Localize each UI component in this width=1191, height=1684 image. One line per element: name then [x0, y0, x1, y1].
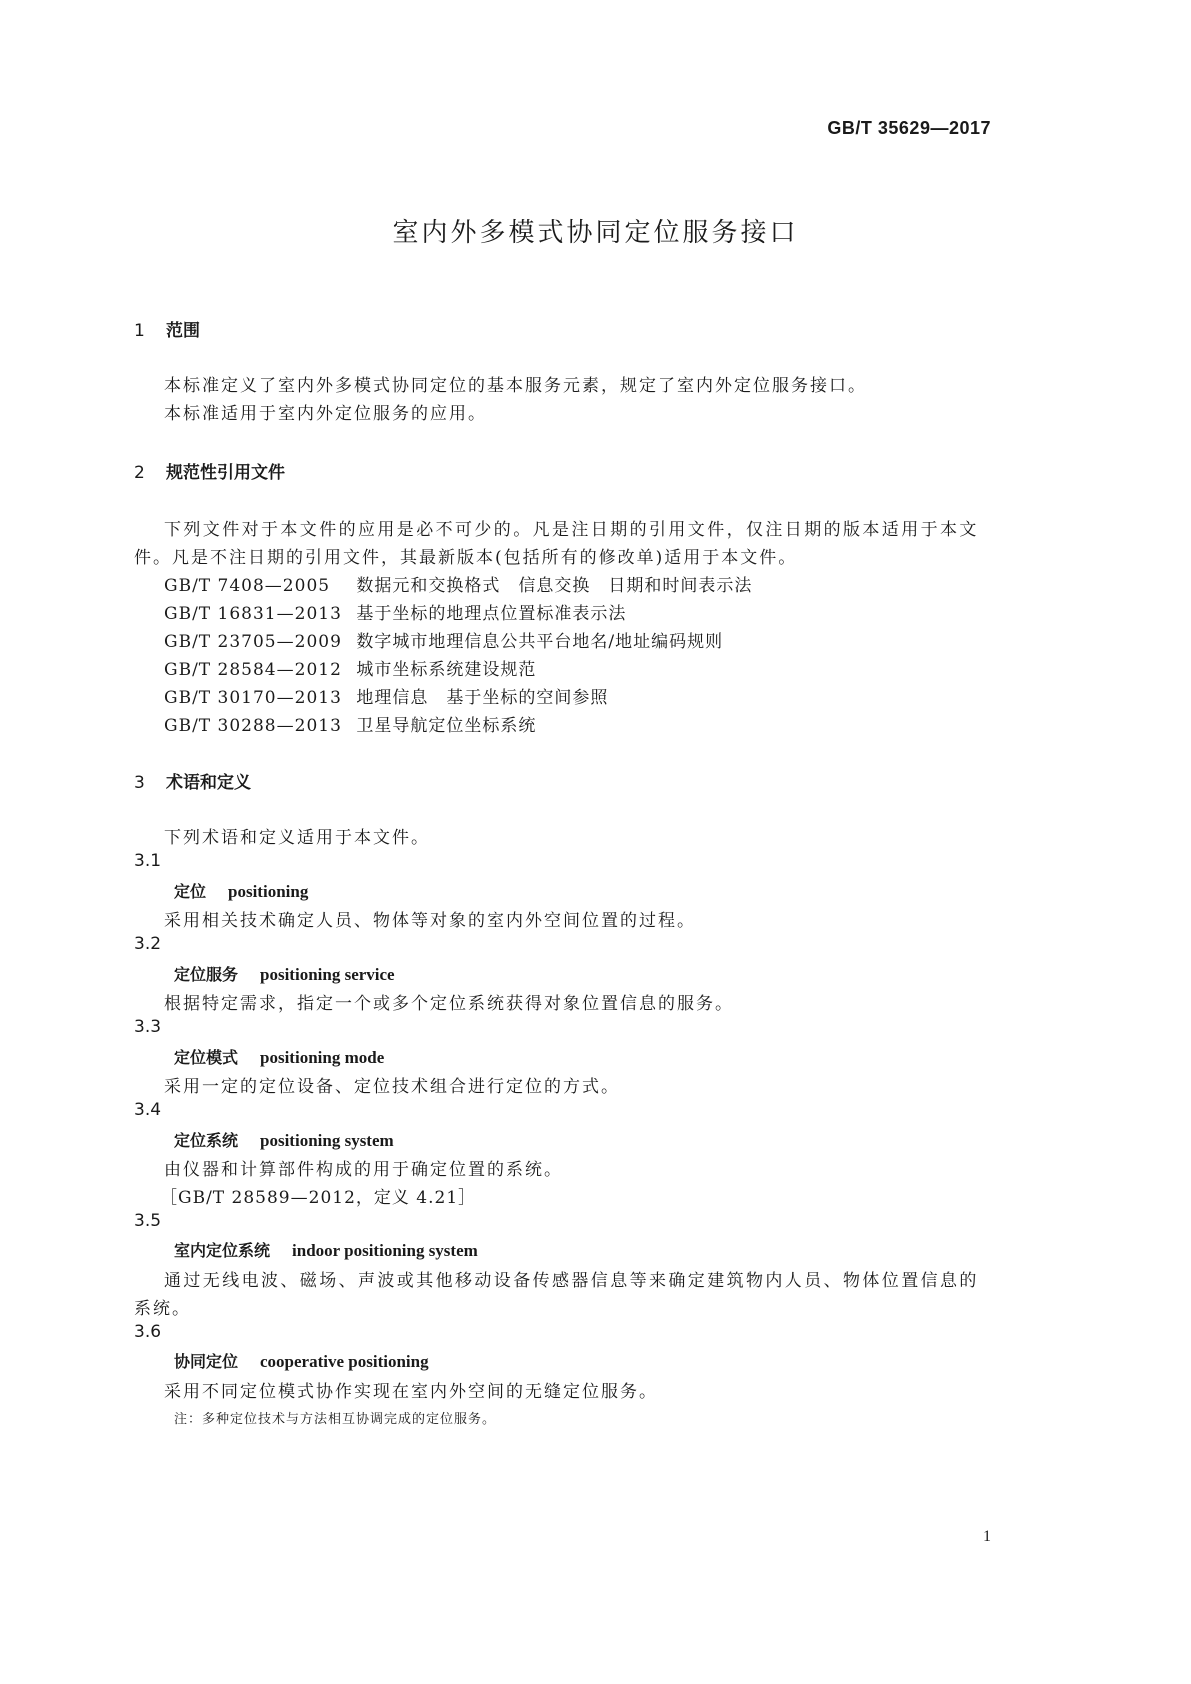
- section-1-heading: [134, 316, 200, 341]
- term-definition: 通过无线电波、磁场、声波或其他移动设备传感器信息等来确定建筑物内人员、物体位置信息的: [164, 1271, 979, 1291]
- reference-code: GB/T 23705—2009: [164, 632, 342, 652]
- term-zh: 定位模式: [174, 1048, 239, 1067]
- term-heading: [174, 1045, 384, 1068]
- term-zh: 定位服务: [174, 965, 239, 984]
- term-en: cooperative positioning: [260, 1352, 429, 1371]
- paragraph: 下列文件对于本文件的应用是必不可少的。凡是注日期的引用文件，仅注日期的版本适用于本文: [164, 520, 979, 540]
- term-number: 3.6: [134, 1322, 162, 1342]
- term-definition: 采用相关技术确定人员、物体等对象的室内外空间位置的过程。: [164, 911, 696, 931]
- term-en: positioning: [228, 882, 309, 901]
- term-zh: 协同定位: [174, 1352, 239, 1371]
- reference-title: 卫星导航定位坐标系统: [356, 716, 537, 736]
- page-number: 1: [983, 1528, 991, 1545]
- term-number: 3.4: [134, 1100, 162, 1120]
- term-definition: 采用一定的定位设备、定位技术组合进行定位的方式。: [164, 1077, 620, 1097]
- section-title: 规范性引用文件: [166, 463, 285, 483]
- term-en: positioning system: [260, 1131, 394, 1150]
- term-heading: [174, 1238, 478, 1261]
- term-number: 3.2: [134, 934, 162, 954]
- standard-number: GB/T 35629—2017: [827, 118, 991, 138]
- term-note: 注：多种定位技术与方法相互协调完成的定位服务。: [174, 1412, 497, 1427]
- reference-title: 基于坐标的地理点位置标准表示法: [356, 604, 627, 624]
- term-definition: 采用不同定位模式协作实现在室内外空间的无缝定位服务。: [164, 1382, 658, 1402]
- reference-item: [164, 599, 626, 624]
- reference-item: [164, 627, 723, 652]
- reference-code: GB/T 30288—2013: [164, 716, 342, 736]
- section-number: 3: [134, 773, 145, 793]
- term-en: indoor positioning system: [292, 1241, 478, 1260]
- paragraph: 件。凡是不注日期的引用文件，其最新版本(包括所有的修改单)适用于本文件。: [134, 548, 798, 568]
- reference-code: GB/T 30170—2013: [164, 688, 342, 708]
- term-heading: [174, 1349, 429, 1372]
- reference-item: [164, 683, 608, 708]
- paragraph: 下列术语和定义适用于本文件。: [164, 828, 430, 848]
- reference-title: 数字城市地理信息公共平台地名/地址编码规则: [356, 632, 724, 652]
- term-zh: 定位系统: [174, 1131, 239, 1150]
- term-heading: [174, 1128, 394, 1151]
- term-definition: 系统。: [134, 1299, 191, 1319]
- term-number: 3.1: [134, 851, 162, 871]
- section-number: 1: [134, 321, 145, 341]
- reference-item: [164, 571, 752, 596]
- reference-item: [164, 711, 536, 736]
- term-en: positioning service: [260, 965, 395, 984]
- reference-code: GB/T 7408—2005: [164, 576, 331, 596]
- reference-title: 地理信息 基于坐标的空间参照: [356, 688, 609, 708]
- term-number: 3.5: [134, 1211, 162, 1231]
- document-title: 室内外多模式协同定位服务接口: [392, 218, 799, 248]
- reference-item: [164, 655, 536, 680]
- section-3-heading: [134, 768, 251, 793]
- term-definition: 根据特定需求，指定一个或多个定位系统获得对象位置信息的服务。: [164, 994, 734, 1014]
- term-number: 3.3: [134, 1017, 162, 1037]
- term-heading: [174, 962, 395, 985]
- term-definition: 由仪器和计算部件构成的用于确定位置的系统。: [164, 1160, 563, 1180]
- section-number: 2: [134, 463, 145, 483]
- paragraph: 本标准适用于室内外定位服务的应用。: [164, 404, 487, 424]
- term-source: ［GB/T 28589—2012，定义 4.21］: [160, 1188, 477, 1208]
- reference-code: GB/T 16831—2013: [164, 604, 342, 624]
- reference-code: GB/T 28584—2012: [164, 660, 342, 680]
- term-zh: 室内定位系统: [174, 1241, 271, 1260]
- section-title: 术语和定义: [166, 773, 251, 793]
- reference-title: 城市坐标系统建设规范: [356, 660, 537, 680]
- paragraph: 本标准定义了室内外多模式协同定位的基本服务元素，规定了室内外定位服务接口。: [164, 376, 867, 396]
- term-en: positioning mode: [260, 1048, 385, 1067]
- term-heading: [174, 879, 308, 902]
- section-title: 范围: [166, 321, 200, 341]
- term-zh: 定位: [174, 882, 207, 901]
- reference-title: 数据元和交换格式 信息交换 日期和时间表示法: [356, 576, 753, 596]
- section-2-heading: [134, 458, 285, 483]
